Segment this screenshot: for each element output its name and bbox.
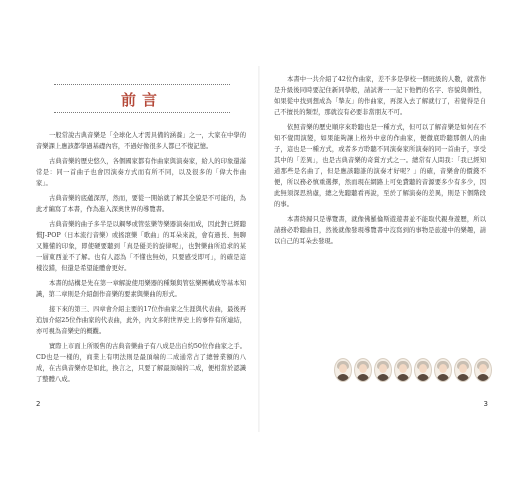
paragraph: 一般常說古典音樂是「全球化人才需具備的涵養」之一，大家在中學的音樂課上應該都學過基礎內容，不過好像很多人都已不復記憶。: [36, 132, 246, 150]
paragraph: 本書中一共介紹了42位作曲家，差不多是學校一個班級的人數，就當作是升級後同時要記住新同學般，請試著一一記下他們的名字、容貌與個性，如果從中找到想成為「摯友」的作曲家，再深入去了解就行了，若覺得是自己不擅長的類型，那就沒有必要非當朋友不可。: [274, 76, 486, 116]
paragraph: 依照音樂的歷史順序來聆聽也是一種方式，但可以了解音樂是如何在不知不覺間演變，如果能夠讓上格外中意的作曲家，便徹底聆聽那個人的曲子，這也是一種方式，或者多方聆聽不同演奏家所演奏的同一首曲子，享受其中的「差異」，也是古典音樂的奇賞方式之一。總常有人問我：「我已經知道那些是名曲了，但是應該聽誰的演奏才好呢？」的確，音樂會的價錢不便，所以務必慎重選擇，然而現在網路上可免費聽的音源要多少有多少，因此無須深思熟慮，總之先聽聽看再說，至於了解演奏的差異，則是下個階段的事。: [274, 124, 486, 208]
paragraph: 古典音樂的歷史悠久，各個國家都有作曲家與演奏家，給人的印象還滿常是：同一首曲子也會因演奏方式而有所不同，以及很多的「偉大作曲家」。: [36, 158, 246, 187]
page-number-right: 3: [483, 400, 488, 408]
paragraph: 古典音樂的曲子多半是以鋼琴或管弦樂等樂器演奏而成，因此對已經聽慣J-POP（日本流行音樂）或搖滾樂「歌曲」的耳朵來說，會有過長、無聊又難懂的印象，即使硬要聽到「真是優美的旋律呢」，也對樂曲所追求的某一層東西並不了解。也有人認為「不懂也無妨，只要感受即可」，的確是這樣沒錯，但還是希望能體會更好。: [36, 221, 246, 272]
page-number-left: 2: [36, 400, 41, 408]
composer-portrait-4: [394, 358, 412, 382]
composer-portrait-3: [374, 358, 392, 382]
paragraph: 本書終歸只是導覽書，就像佛羅倫斯遊遊書並不能取代親身遊歷，所以請務必聆聽曲目，然後就像發現導覽書中沒寫到的事物是旅遊中的樂趣，請以自己的耳朵去發現。: [274, 216, 486, 245]
composer-portrait-6: [434, 358, 452, 382]
paragraph: 古典音樂的底蘊深厚，然而，要從一開始就了解其全貌是不可能的，為此才編寫了本書，作為進入深奧世界的導覽書。: [36, 195, 246, 213]
composer-portrait-7: [454, 358, 472, 382]
composer-portraits: [334, 358, 492, 382]
book-spread: [14, 66, 506, 432]
composer-portrait-8: [474, 358, 492, 382]
title-rule-bottom: [54, 112, 230, 113]
page-title: 前言: [120, 91, 163, 109]
left-page: [14, 66, 260, 432]
title-block: [54, 82, 230, 116]
title-rule-top: [54, 84, 230, 85]
composer-portrait-5: [414, 358, 432, 382]
paragraph: 接下來的第三、四章會介紹主要的17位作曲家之生涯與代表曲，最後再追加介紹25位作曲家的代表曲，此外，內文多附世界史上的事件有所連結，亦可視為音樂史的概觀。: [36, 306, 246, 335]
paragraph: 實際上市面上所販售的古典音樂曲子有八成是出自約50位作曲家之手。CD也是一樣的，商業上有明法則是最頂端的二成通常占了總營業額的八成，在古典音樂亦是如此，換言之，只要了解最頂端的二成，便相當於認識了整體八成。: [36, 343, 246, 383]
composer-portrait-1: [334, 358, 352, 382]
composer-portrait-2: [354, 358, 372, 382]
right-body: [274, 74, 486, 247]
right-page: [260, 66, 506, 432]
paragraph: 本書的結構是先在第一章解說使用樂器的種類與管弦樂團構成等基本知識，第二章則是介紹創作音樂的要素與樂曲的形式。: [36, 280, 246, 298]
left-body: [36, 130, 246, 385]
